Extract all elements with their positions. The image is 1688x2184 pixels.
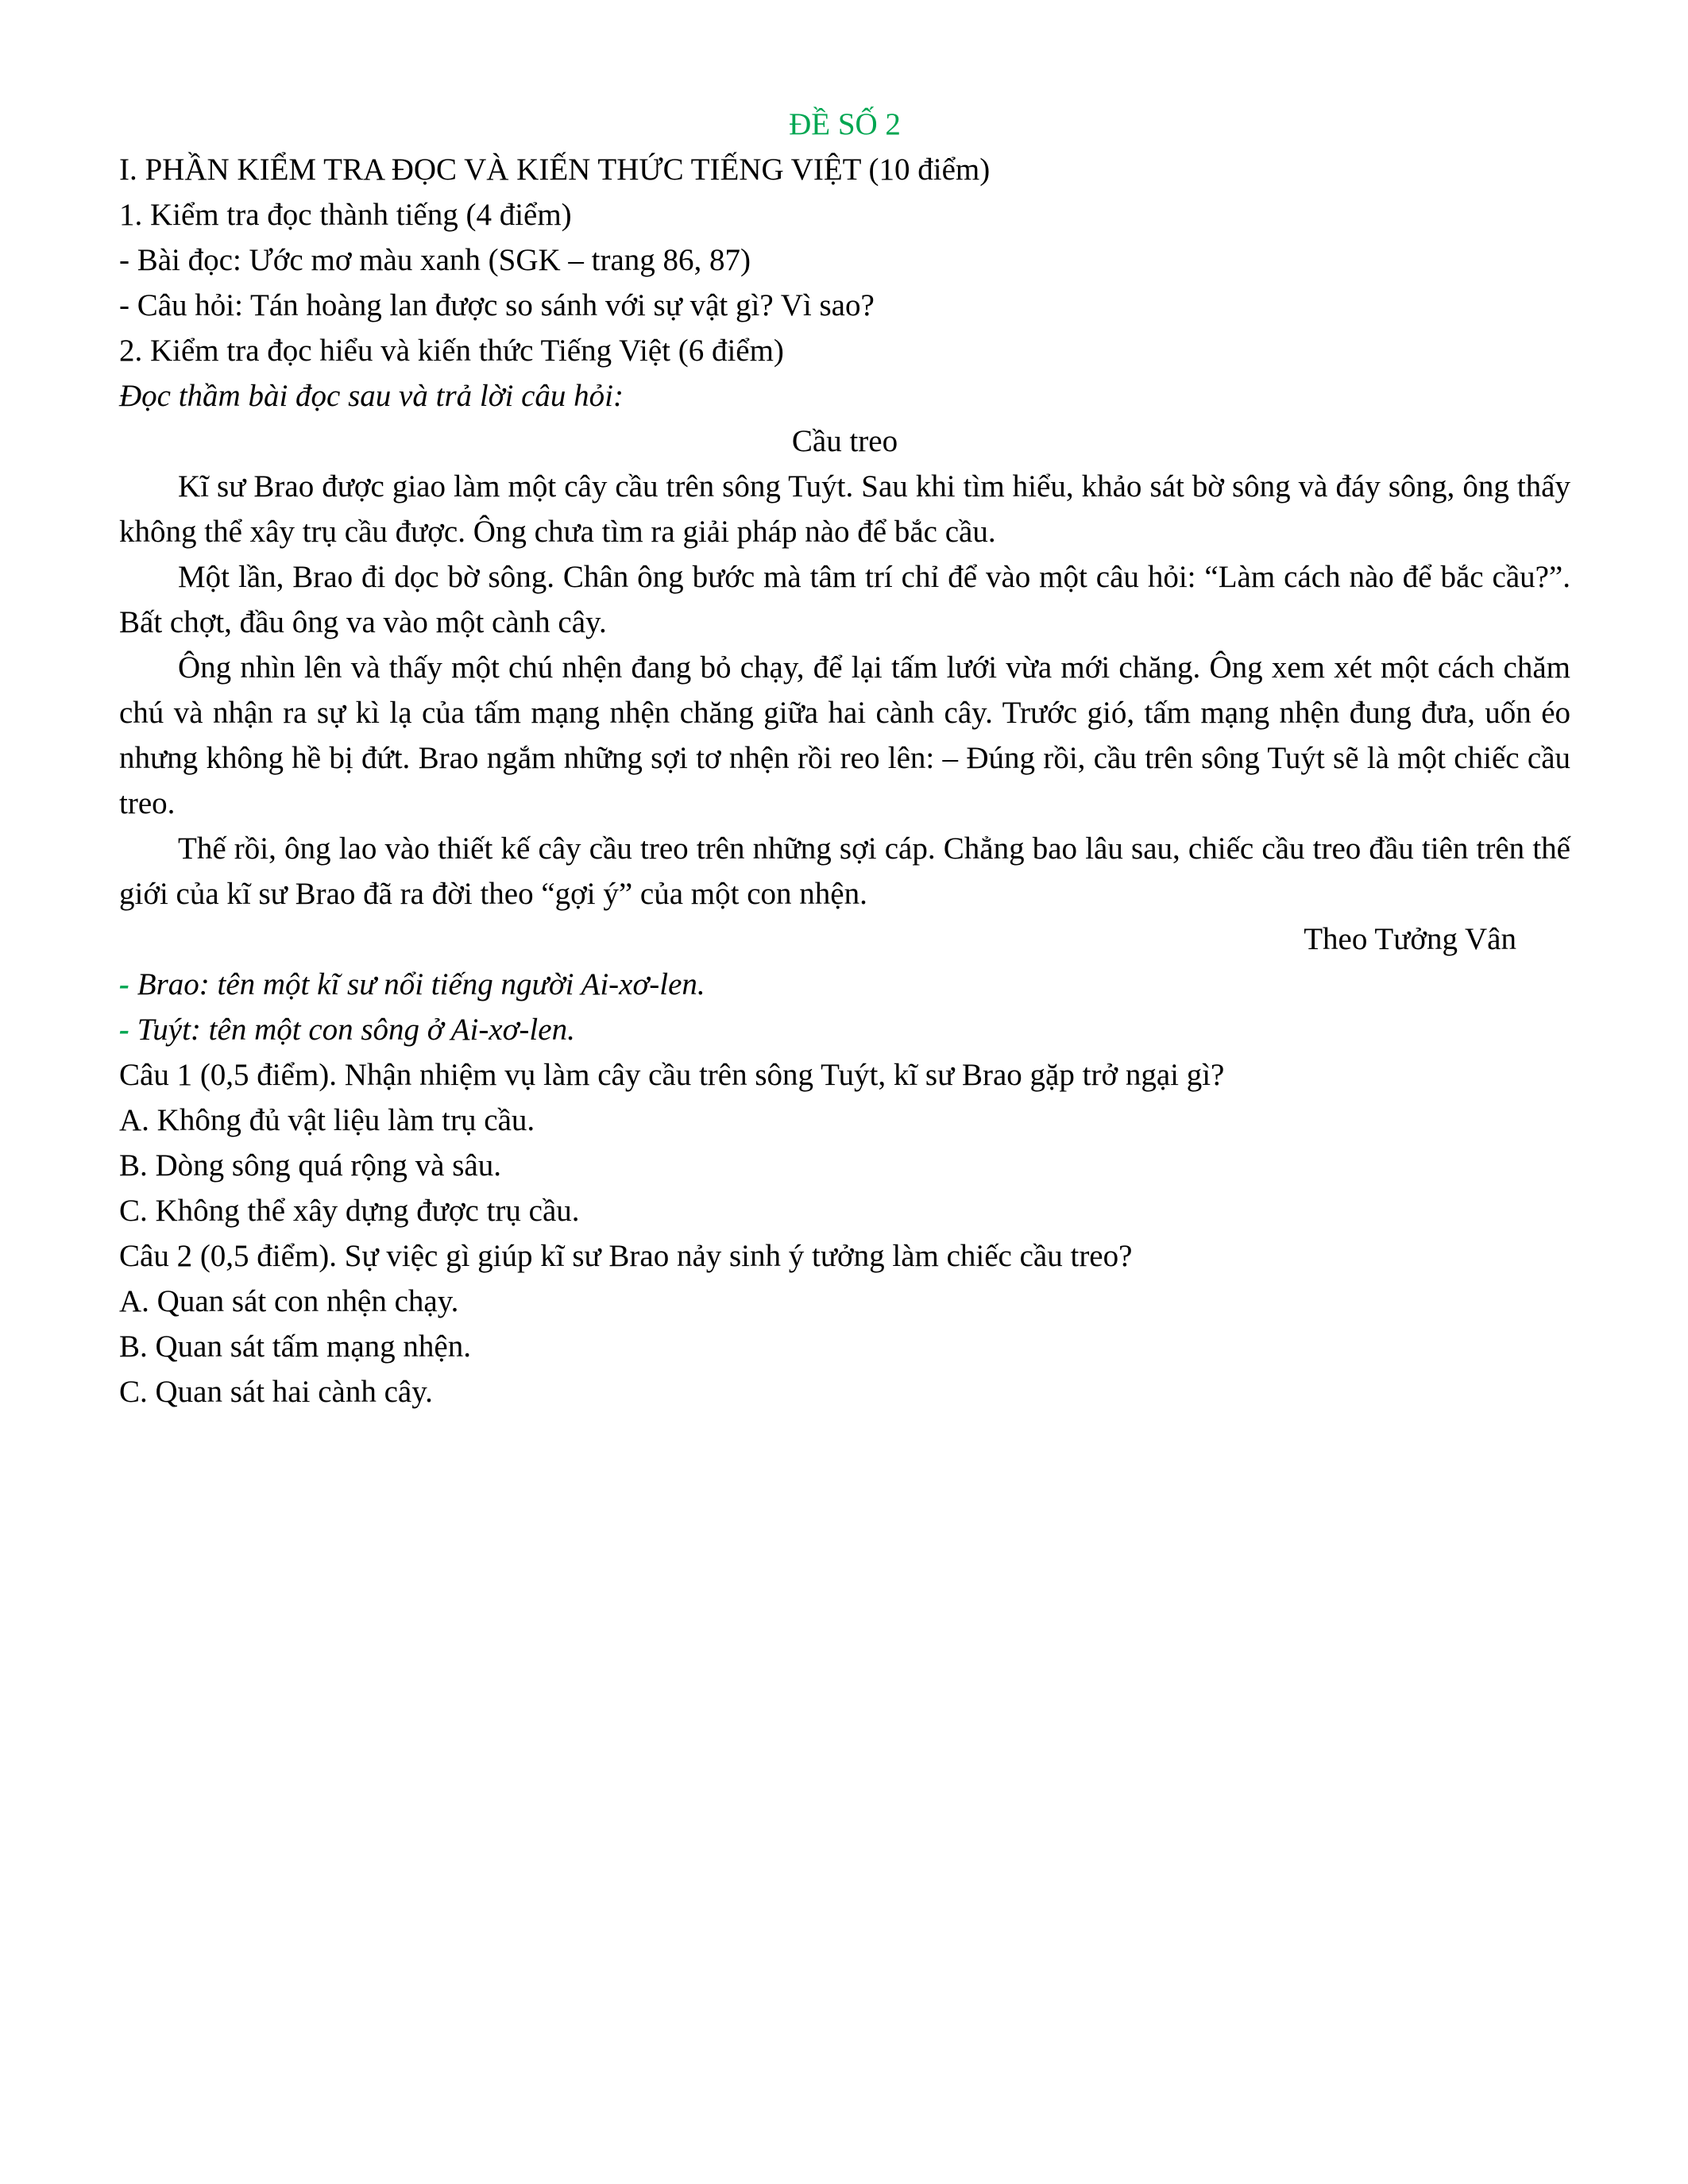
page-title: ĐỀ SỐ 2 [789, 107, 901, 141]
footnote-tuyt [119, 1007, 1570, 1052]
question-2 [119, 1233, 1570, 1279]
question-2-option-c: C. Quan sát hai cành cây. [119, 1375, 433, 1409]
story-paragraph-3: Ông nhìn lên và thấy một chú nhện đang bỏ chạy, để lại tấm lưới vừa mới chăng. Ông xem xét một cách chăm chú và nhận ra sự kì lạ của tấm mạng nhện chăng giữa hai cành cây. Trước gió, tấm mạng nhện đung đưa, uốn éo nhưng không hề bị đứt. Brao ngắm những sợi tơ nhện rồi reo lên: – Đúng rồi, cầu trên sông Tuýt sẽ là một chiếc cầu treo. [119, 650, 1570, 820]
story-paragraph-2: Một lần, Brao đi dọc bờ sông. Chân ông bước mà tâm trí chỉ để vào một câu hỏi: “Làm cách nào để bắc cầu?”. Bất chợt, đầu ông va vào một cành cây. [119, 560, 1570, 639]
question-1-text: . Nhận nhiệm vụ làm cây cầu trên sông Tuýt, kĩ sư Brao gặp trở ngại gì? [329, 1058, 1225, 1092]
question-1-option-c: C. Không thể xây dựng được trụ cầu. [119, 1194, 580, 1228]
section2-heading: 2. Kiểm tra đọc hiểu và kiến thức Tiếng Việt (6 điểm) [119, 334, 784, 368]
question-1-option-b: B. Dòng sông quá rộng và sâu. [119, 1148, 501, 1183]
question-2-option-b: B. Quan sát tấm mạng nhện. [119, 1329, 471, 1364]
footnote-tuyt-text: Tuýt: tên một con sông ở Ai-xơ-len. [129, 1013, 575, 1047]
story-paragraph-4: Thế rồi, ông lao vào thiết kế cây cầu treo trên những sợi cáp. Chẳng bao lâu sau, chiếc cầu treo đầu tiên trên thế giới của kĩ sư Brao đã ra đời theo “gợi ý” của một con nhện. [119, 832, 1570, 911]
part1-heading: I. PHẦN KIỂM TRA ĐỌC VÀ KIẾN THỨC TIẾNG VIỆT (10 điểm) [119, 152, 991, 187]
section1-reading-line: - Bài đọc: Ước mơ màu xanh (SGK – trang 86, 87) [119, 243, 751, 277]
story-paragraph-1: Kĩ sư Brao được giao làm một cây cầu trên sông Tuýt. Sau khi tìm hiểu, khảo sát bờ sông và đáy sông, ông thấy không thể xây trụ cầu được. Ông chưa tìm ra giải pháp nào để bắc cầu. [119, 469, 1570, 549]
footnote-brao-text: Brao: tên một kĩ sư nổi tiếng người Ai-xơ-len. [129, 967, 705, 1001]
section1-heading: 1. Kiểm tra đọc thành tiếng (4 điểm) [119, 198, 572, 232]
story-title: Cầu treo [791, 424, 898, 458]
footnote-dash: - [119, 967, 129, 1001]
section1-question-line: - Câu hỏi: Tán hoàng lan được so sánh với sự vật gì? Vì sao? [119, 288, 875, 322]
question-2-label: Câu 2 (0,5 điểm) [119, 1239, 330, 1273]
question-1-option-a: A. Không đủ vật liệu làm trụ cầu. [119, 1103, 535, 1137]
footnote-dash: - [119, 1013, 129, 1047]
question-1-label: Câu 1 (0,5 điểm) [119, 1058, 330, 1092]
story-attribution: Theo Tưởng Vân [1304, 922, 1516, 956]
footnote-brao [119, 962, 1570, 1007]
question-2-option-a: A. Quan sát con nhện chạy. [119, 1284, 459, 1318]
question-2-text: . Sự việc gì giúp kĩ sư Brao nảy sinh ý tưởng làm chiếc cầu treo? [329, 1239, 1133, 1273]
instruction-line: Đọc thầm bài đọc sau và trả lời câu hỏi: [119, 379, 624, 413]
question-1 [119, 1052, 1570, 1098]
